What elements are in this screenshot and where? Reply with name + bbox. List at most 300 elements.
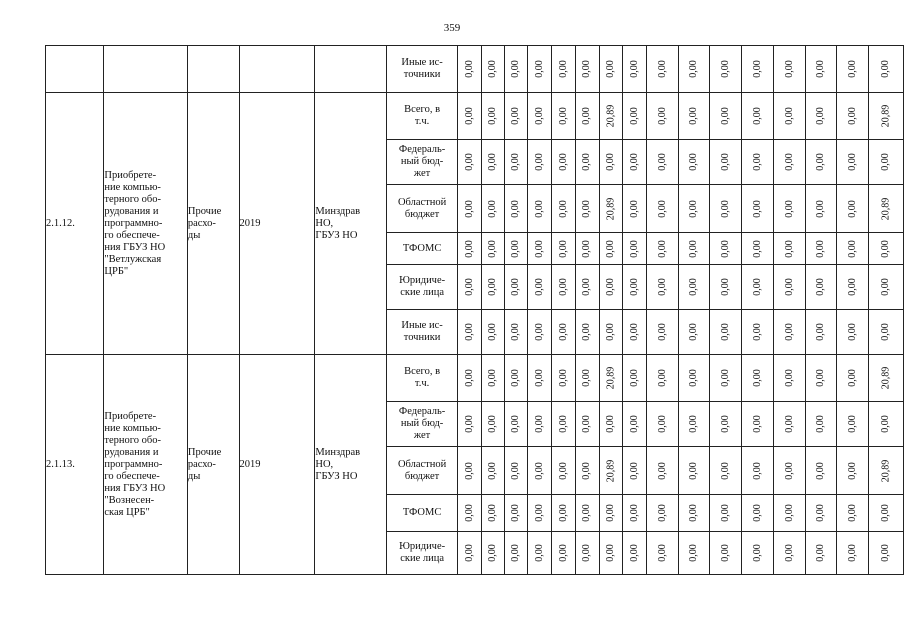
value-cell [710,265,742,310]
value-text: 0,00 [487,461,499,480]
year: 2019 [239,355,315,575]
value-cell [528,233,552,265]
value-text: 0,00 [628,544,640,562]
value-cell [742,140,774,185]
value-text: 0,00 [487,415,499,433]
value-text: 20,89 [604,104,616,128]
value-text: 0,00 [751,369,763,387]
value-cell [837,185,869,233]
value-cell [869,93,904,140]
value-cell [710,402,742,447]
value-text: 0,00 [463,107,475,125]
value-cell [742,355,774,402]
value-text: 0,00 [688,239,700,258]
value-text: 0,00 [533,415,545,433]
value-text: 0,00 [510,369,522,387]
value-text: 0,00 [604,544,616,562]
value-cell [505,447,528,495]
value-text: 0,00 [719,544,731,562]
value-text: 0,00 [557,199,569,218]
value-cell [458,495,482,532]
value-text: 0,00 [463,369,475,387]
value-text: 0,00 [688,461,700,480]
value-cell [773,355,805,402]
value-text: 0,00 [463,544,475,562]
value-text: 0,00 [783,239,795,258]
value-text: 20,89 [604,366,616,390]
value-cell [528,355,552,402]
value-text: 0,00 [533,544,545,562]
value-text: 0,00 [510,239,522,258]
value-cell [837,93,869,140]
funding-source: Всего, в т.ч. [386,93,458,140]
value-text: 0,00 [604,60,616,78]
value-text: 0,00 [688,415,700,433]
value-cell [710,355,742,402]
value-text: 0,00 [751,107,763,125]
value-cell [528,532,552,575]
value-text: 0,00 [557,504,569,522]
value-text: 0,00 [815,278,826,296]
value-text: 0,00 [846,153,858,171]
value-text: 0,00 [557,107,569,125]
measure-name: Приобрете- ние компью- терного обо- рудования и программно- го обеспече- ния ГБУЗ НО "Ветлужская ЦРБ" [104,93,187,355]
value-cell [837,402,869,447]
value-text: 0,00 [656,153,668,171]
value-cell [505,185,528,233]
value-text: 0,00 [815,323,826,341]
value-cell [599,495,623,532]
value-cell [869,265,904,310]
value-cell [505,402,528,447]
value-text: 0,00 [581,415,593,433]
value-cell [599,93,623,140]
value-text: 0,00 [783,278,795,296]
value-text: 0,00 [604,278,616,296]
value-text: 0,00 [557,239,569,258]
value-cell [458,402,482,447]
value-text: 0,00 [751,504,763,522]
value-text: 0,00 [751,239,763,258]
value-cell [837,46,869,93]
value-text: 0,00 [487,323,499,341]
value-text: 0,00 [656,199,668,218]
value-text: 0,00 [719,239,731,258]
value-text: 0,00 [815,199,826,218]
funding-source: Федераль- ный бюд- жет [386,402,458,447]
value-text: 0,00 [487,199,499,218]
value-cell [805,185,837,233]
value-text: 0,00 [487,369,499,387]
value-text: 0,00 [656,239,668,258]
value-cell [742,233,774,265]
value-text: 0,00 [533,199,545,218]
value-text: 0,00 [719,323,731,341]
value-text: 0,00 [688,153,700,171]
value-text: 0,00 [463,504,475,522]
value-cell [837,140,869,185]
value-cell [837,447,869,495]
value-cell [773,46,805,93]
value-text: 0,00 [628,369,640,387]
value-cell [599,233,623,265]
value-text: 0,00 [783,415,795,433]
value-text: 0,00 [815,153,826,171]
value-cell [647,402,679,447]
value-cell [575,402,599,447]
value-cell [773,233,805,265]
value-cell [742,310,774,355]
page-number: 359 [443,22,461,34]
value-text: 0,00 [751,415,763,433]
value-cell [458,233,482,265]
value-text: 0,00 [783,504,795,522]
measure-code [46,46,104,93]
value-text: 0,00 [688,323,700,341]
value-cell [837,495,869,532]
value-text: 0,00 [751,60,763,78]
value-text: 0,00 [880,278,892,296]
value-text: 0,00 [581,60,593,78]
value-cell [505,46,528,93]
value-cell [505,265,528,310]
value-text: 0,00 [557,544,569,562]
value-text: 0,00 [880,323,892,341]
value-cell [710,140,742,185]
value-text: 0,00 [783,153,795,171]
value-text: 0,00 [463,415,475,433]
value-cell [647,310,679,355]
value-text: 0,00 [533,60,545,78]
value-cell [647,447,679,495]
value-cell [551,265,575,310]
funding-source: Всего, в т.ч. [386,355,458,402]
value-text: 0,00 [581,504,593,522]
value-text: 0,00 [719,107,731,125]
expense-type [187,46,239,93]
value-cell [805,402,837,447]
value-cell [710,447,742,495]
value-text: 0,00 [846,60,858,78]
value-text: 0,00 [463,323,475,341]
value-text: 0,00 [604,504,616,522]
value-text: 0,00 [815,369,826,387]
year: 2019 [239,93,315,355]
value-text: 0,00 [719,504,731,522]
value-text: 0,00 [719,461,731,480]
value-text: 0,00 [487,239,499,258]
value-cell [805,447,837,495]
value-cell [837,265,869,310]
funding-source: Юридиче- ские лица [386,532,458,575]
value-text: 0,00 [846,369,858,387]
value-cell [599,402,623,447]
value-cell [551,233,575,265]
value-cell [773,310,805,355]
value-cell [869,402,904,447]
value-cell [528,140,552,185]
executor [315,46,386,93]
value-text: 0,00 [628,153,640,171]
value-text: 0,00 [487,60,499,78]
value-cell [710,233,742,265]
value-cell [742,447,774,495]
expense-type: Прочие расхо- ды [187,355,239,575]
value-cell [773,447,805,495]
value-cell [805,532,837,575]
value-text: 0,00 [604,415,616,433]
value-cell [551,355,575,402]
value-cell [623,402,647,447]
value-text: 0,00 [846,415,858,433]
value-text: 0,00 [533,278,545,296]
value-cell [528,185,552,233]
value-text: 0,00 [751,199,763,218]
value-cell [710,532,742,575]
value-text: 0,00 [628,278,640,296]
value-cell [623,495,647,532]
value-text: 0,00 [719,153,731,171]
value-text: 0,00 [557,415,569,433]
value-text: 0,00 [463,239,475,258]
value-text: 0,00 [815,415,826,433]
value-cell [678,495,710,532]
value-cell [742,185,774,233]
value-text: 0,00 [719,278,731,296]
value-text: 0,00 [557,278,569,296]
value-cell [551,402,575,447]
value-cell [710,495,742,532]
value-text: 0,00 [628,504,640,522]
value-text: 0,00 [487,153,499,171]
value-cell [742,265,774,310]
value-text: 0,00 [557,153,569,171]
value-cell [805,355,837,402]
value-cell [482,447,505,495]
value-cell [710,46,742,93]
value-text: 0,00 [581,153,593,171]
value-cell [482,185,505,233]
value-cell [575,310,599,355]
value-cell [623,46,647,93]
value-text: 0,00 [815,461,826,480]
value-text: 0,00 [510,504,522,522]
value-text: 0,00 [688,60,700,78]
value-text: 0,00 [628,107,640,125]
executor: Минздрав НО, ГБУЗ НО [315,355,386,575]
value-cell [551,185,575,233]
value-text: 0,00 [510,461,522,480]
value-cell [647,495,679,532]
value-cell [678,447,710,495]
value-cell [551,93,575,140]
budget-table [45,45,904,575]
value-text: 0,00 [751,153,763,171]
value-cell [599,46,623,93]
value-cell [647,233,679,265]
value-cell [678,532,710,575]
value-cell [458,532,482,575]
value-text: 0,00 [581,239,593,258]
measure-code: 2.1.13. [46,355,104,575]
value-text: 0,00 [846,323,858,341]
year [239,46,315,93]
value-cell [575,140,599,185]
value-text: 0,00 [688,544,700,562]
value-cell [742,93,774,140]
funding-source: Областной бюджет [386,447,458,495]
funding-source: ТФОМС [386,495,458,532]
value-cell [505,355,528,402]
value-cell [482,310,505,355]
value-cell [623,447,647,495]
value-text: 0,00 [880,504,892,522]
value-cell [458,447,482,495]
value-cell [623,93,647,140]
value-cell [869,447,904,495]
value-cell [773,265,805,310]
value-cell [599,265,623,310]
value-text: 0,00 [604,323,616,341]
value-text: 0,00 [846,544,858,562]
value-cell [458,310,482,355]
value-text: 0,00 [815,107,826,125]
value-cell [599,532,623,575]
value-text: 0,00 [783,107,795,125]
value-text: 0,00 [783,369,795,387]
value-cell [678,233,710,265]
value-cell [575,355,599,402]
value-text: 0,00 [719,60,731,78]
value-cell [482,532,505,575]
value-cell [575,185,599,233]
value-text: 0,00 [846,199,858,218]
value-cell [505,310,528,355]
value-text: 0,00 [783,544,795,562]
value-cell [678,93,710,140]
value-cell [623,355,647,402]
value-text: 0,00 [533,153,545,171]
value-text: 0,00 [656,415,668,433]
value-cell [805,140,837,185]
value-text: 0,00 [846,278,858,296]
value-text: 0,00 [688,199,700,218]
value-cell [805,93,837,140]
value-text: 0,00 [628,60,640,78]
value-cell [678,185,710,233]
value-text: 0,00 [557,323,569,341]
value-cell [647,93,679,140]
value-text: 0,00 [581,278,593,296]
value-text: 0,00 [581,544,593,562]
value-cell [575,447,599,495]
value-cell [678,310,710,355]
table-row [46,46,904,93]
value-cell [551,495,575,532]
value-text: 0,00 [880,60,892,78]
value-text: 0,00 [783,199,795,218]
value-cell [575,233,599,265]
value-cell [551,310,575,355]
value-cell [869,310,904,355]
value-cell [710,310,742,355]
value-text: 0,00 [581,323,593,341]
value-text: 0,00 [719,415,731,433]
value-cell [805,495,837,532]
value-text: 20,89 [604,459,616,482]
funding-source: Иные ис- точники [386,46,458,93]
value-text: 0,00 [719,199,731,218]
value-text: 0,00 [656,544,668,562]
value-text: 0,00 [487,107,499,125]
value-text: 0,00 [656,504,668,522]
value-text: 0,00 [751,461,763,480]
value-cell [482,265,505,310]
value-cell [869,140,904,185]
value-cell [505,495,528,532]
value-text: 0,00 [628,199,640,218]
value-text: 0,00 [628,461,640,480]
value-cell [647,46,679,93]
value-cell [773,93,805,140]
value-text: 0,00 [656,461,668,480]
value-cell [599,310,623,355]
value-text: 0,00 [557,461,569,480]
value-cell [678,46,710,93]
value-cell [837,355,869,402]
value-cell [742,532,774,575]
value-text: 0,00 [751,544,763,562]
value-cell [805,46,837,93]
value-text: 0,00 [783,323,795,341]
value-text: 0,00 [628,415,640,433]
value-text: 0,00 [581,461,593,480]
value-text: 20,89 [880,197,892,220]
funding-source: Юридиче- ские лица [386,265,458,310]
value-text: 0,00 [510,60,522,78]
value-text: 0,00 [815,239,826,258]
value-text: 0,00 [533,239,545,258]
value-text: 20,89 [604,197,616,220]
value-cell [710,185,742,233]
value-text: 0,00 [533,504,545,522]
value-cell [482,495,505,532]
value-cell [505,93,528,140]
value-cell [869,495,904,532]
value-text: 0,00 [581,107,593,125]
value-text: 0,00 [533,461,545,480]
value-cell [528,402,552,447]
value-cell [482,93,505,140]
value-text: 0,00 [604,239,616,258]
value-text: 0,00 [463,278,475,296]
value-text: 0,00 [880,544,892,562]
value-cell [869,185,904,233]
value-text: 0,00 [751,323,763,341]
value-text: 0,00 [510,153,522,171]
value-cell [869,532,904,575]
value-text: 0,00 [846,107,858,125]
value-text: 0,00 [783,461,795,480]
value-cell [742,495,774,532]
value-text: 0,00 [815,544,826,562]
value-text: 0,00 [719,369,731,387]
value-text: 0,00 [533,323,545,341]
value-cell [599,355,623,402]
value-text: 0,00 [656,107,668,125]
value-text: 0,00 [510,544,522,562]
value-cell [678,402,710,447]
